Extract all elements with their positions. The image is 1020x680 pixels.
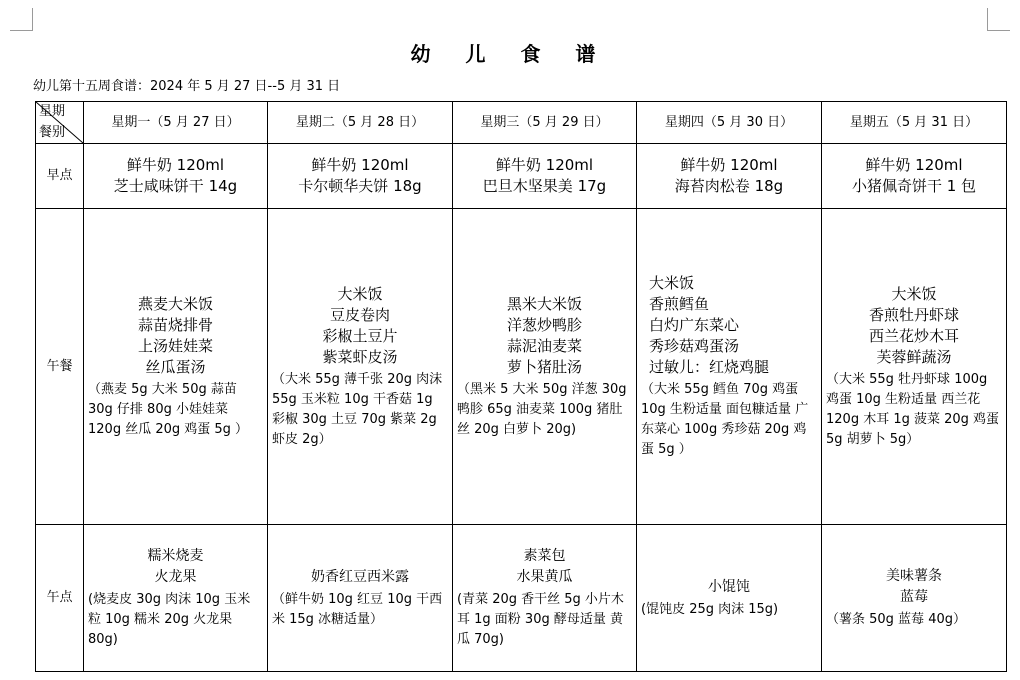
breakfast-cell-mon — [84, 144, 268, 209]
snack-cell-tue — [268, 525, 453, 672]
day-header-mon: 星期一（5 月 27 日） — [84, 102, 268, 144]
dish-item: 黑米大米饭 — [506, 294, 582, 313]
dish-item: 芙蓉鲜蔬汤 — [876, 347, 952, 366]
ingredient-detail: (烧麦皮 30g 肉沫 10g 玉米粒 10g 糯米 20g 火龙果 80g) — [88, 592, 251, 647]
corner-meal-label: 餐别 — [39, 125, 66, 140]
header-row — [36, 102, 1007, 144]
corner-cell — [36, 102, 84, 144]
crop-mark-top-left — [10, 8, 33, 31]
dish-item: 鲜牛奶 120ml — [680, 156, 778, 174]
meal-label-lunch: 午餐 — [36, 209, 84, 525]
lunch-cell-wed — [453, 209, 637, 525]
ingredient-detail: （大米 55g 薄千张 20g 肉沫 55g 玉米粒 10g 干香菇 1g 彩椒 30g 土豆 70g 紫菜 2g 虾皮 2g） — [272, 371, 443, 447]
ingredient-detail: (馄饨皮 25g 肉沫 15g) — [641, 601, 779, 617]
day-header-wed: 星期三（5 月 29 日） — [453, 102, 637, 144]
dish-item: 大米饭 — [649, 274, 695, 292]
snack-cell-wed — [453, 525, 637, 672]
breakfast-cell-fri — [822, 144, 1007, 209]
dish-item: 小馄饨 — [708, 578, 750, 595]
dish-item: 鲜牛奶 120ml — [311, 156, 409, 174]
dish-item: 香煎牡丹虾球 — [868, 305, 959, 324]
dish-item: 白灼广东菜心 — [649, 316, 740, 334]
dish-item: 香煎鳕鱼 — [649, 295, 710, 313]
ingredient-detail: （燕麦 5g 大米 50g 蒜苗 30g 仔排 80g 小娃娃菜 120g 丝瓜 20g 鸡蛋 5g ） — [88, 381, 249, 437]
day-header-thu: 星期四（5 月 30 日） — [637, 102, 822, 144]
dish-item: 西兰花炒木耳 — [868, 326, 959, 345]
dish-item: 大米饭 — [891, 284, 937, 303]
dish-item: 豆皮卷肉 — [329, 305, 390, 324]
dish-item: 蒜苗烧排骨 — [137, 315, 213, 334]
snack-cell-mon — [84, 525, 268, 672]
breakfast-row — [36, 144, 1007, 209]
ingredient-detail: （大米 55g 牡丹虾球 100g 鸡蛋 10g 生粉适量 西兰花 120g 木耳 1g 菠菜 20g 鸡蛋 5g 胡萝卜 5g） — [826, 371, 1000, 447]
dish-item: 鲜牛奶 120ml — [495, 156, 594, 174]
breakfast-cell-wed — [453, 144, 637, 209]
ingredient-detail: （大米 55g 鳕鱼 70g 鸡蛋 10g 生粉适量 面包糠适量 广东菜心 100g 秀珍菇 20g 鸡蛋 5g ） — [641, 382, 809, 457]
dish-item: 过敏儿：红烧鸡腿 — [649, 358, 770, 376]
dish-item: 火龙果 — [154, 569, 197, 585]
crop-mark-top-right — [987, 8, 1010, 31]
ingredient-detail: (青菜 20g 香干丝 5g 小片木耳 1g 面粉 30g 酵母适量 黄瓜 70g) — [457, 592, 624, 647]
ingredient-detail: （黑米 5 大米 50g 洋葱 30g 鸭胗 65g 油麦菜 100g 猪肚丝 20g 白萝卜 20g) — [457, 381, 627, 437]
breakfast-cell-tue — [268, 144, 453, 209]
dish-item: 海苔肉松卷 18g — [674, 177, 784, 195]
lunch-cell-fri — [822, 209, 1007, 525]
dish-item: 素菜包 — [523, 548, 566, 564]
dish-item: 糯米烧麦 — [147, 548, 204, 564]
breakfast-cell-thu — [637, 144, 822, 209]
dish-item: 芝士咸味饼干 14g — [113, 177, 238, 195]
dish-item: 丝瓜蛋汤 — [145, 357, 206, 376]
dish-item: 蓝莓 — [900, 589, 928, 605]
snack-cell-fri — [822, 525, 1007, 672]
dish-item: 燕麦大米饭 — [137, 294, 213, 313]
lunch-cell-mon — [84, 209, 268, 525]
page-title: 幼 儿 食 谱 — [410, 42, 610, 66]
dish-item: 彩椒土豆片 — [322, 326, 398, 345]
dish-item: 洋葱炒鸭胗 — [506, 315, 582, 334]
dish-item: 奶香红豆西米露 — [311, 568, 409, 585]
dish-item: 大米饭 — [337, 284, 383, 303]
lunch-cell-tue — [268, 209, 453, 525]
dish-item: 水果黄瓜 — [516, 569, 573, 585]
corner-weekday-label: 星期 — [39, 104, 66, 119]
dish-item: 鲜牛奶 120ml — [126, 156, 225, 174]
meal-label-breakfast: 早点 — [36, 144, 84, 209]
ingredient-detail: （鲜牛奶 10g 红豆 10g 干西米 15g 冰糖适量） — [272, 591, 443, 627]
dish-item: 巴旦木坚果美 17g — [482, 177, 607, 195]
dish-item: 上汤娃娃菜 — [137, 336, 213, 355]
meal-label-snack: 午点 — [36, 525, 84, 672]
dish-item: 卡尔顿华夫饼 18g — [298, 177, 422, 195]
day-header-tue: 星期二（5 月 28 日） — [268, 102, 453, 144]
lunch-row — [36, 209, 1007, 525]
dish-item: 蒜泥油麦菜 — [506, 336, 582, 355]
snack-cell-thu — [637, 525, 822, 672]
dish-item: 紫菜虾皮汤 — [322, 347, 398, 366]
dish-item: 鲜牛奶 120ml — [865, 156, 963, 174]
week-subtitle: 幼儿第十五周食谱：2024 年 5 月 27 日--5 月 31 日 — [33, 79, 341, 94]
dish-item: 秀珍菇鸡蛋汤 — [649, 337, 740, 355]
lunch-cell-thu — [637, 209, 822, 525]
dish-item: 小猪佩奇饼干 1 包 — [851, 177, 977, 195]
day-header-fri: 星期五（5 月 31 日） — [822, 102, 1007, 144]
dish-item: 美味薯条 — [886, 568, 942, 584]
menu-table — [35, 101, 1007, 672]
ingredient-detail: （薯条 50g 蓝莓 40g） — [826, 612, 966, 627]
dish-item: 萝卜猪肚汤 — [506, 357, 582, 376]
snack-row — [36, 525, 1007, 672]
